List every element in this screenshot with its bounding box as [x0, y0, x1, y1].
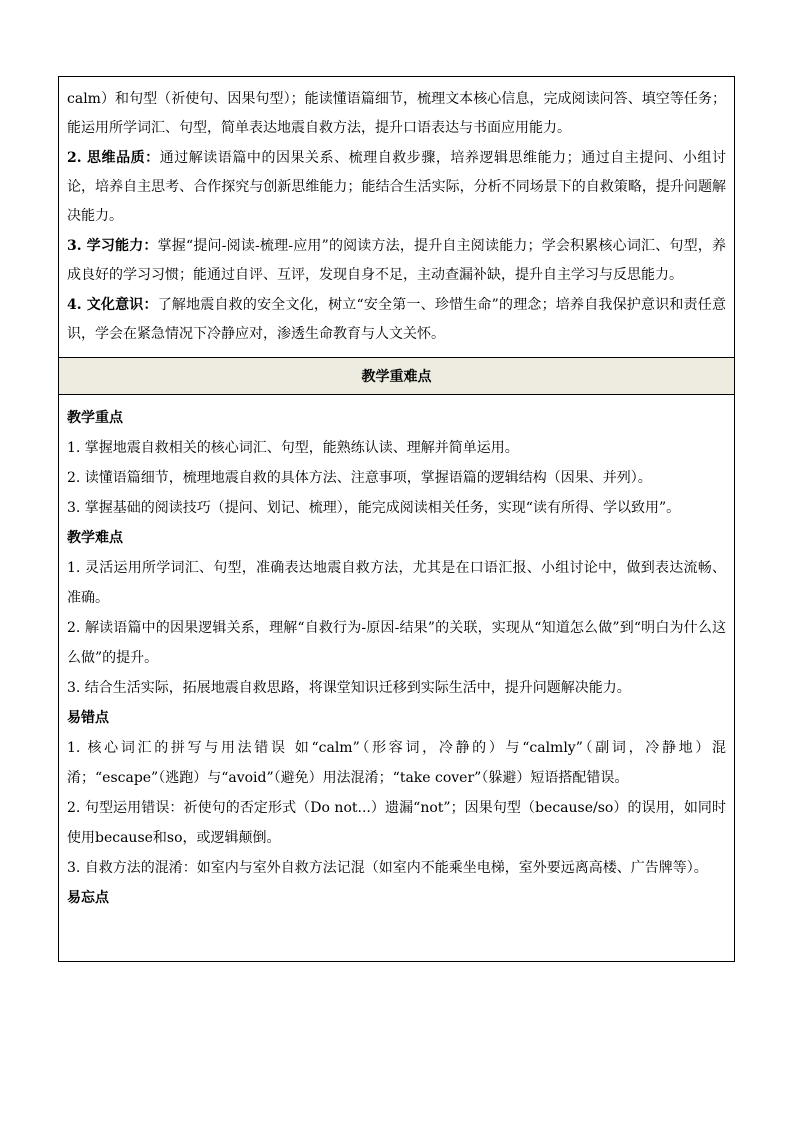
- objectives-continuation: calm）和句型（祈使句、因果句型）；能读懂语篇细节，梳理文本核心信息，完成阅读问答、填空等任务；能运用所学词汇、句型，简单表达地震自救方法，提升口语表达与书面应用能力。: [67, 91, 726, 136]
- key-difficult-cell: [59, 395, 734, 961]
- section-title: 教学重难点: [361, 369, 432, 385]
- key-point-item: 3. 掌握基础的阅读技巧（提问、划记、梳理），能完成阅读相关任务，实现“读有所得、学以致用”。: [67, 500, 681, 516]
- lesson-plan-table: [58, 76, 735, 962]
- difficult-points-title: 教学难点: [67, 530, 123, 546]
- error-point-item: 2. 句型运用错误：祈使句的否定形式（Do not...）遗漏“not”；因果句型（because/so）的误用，如同时使用because和so，或逻辑颠倒。: [67, 800, 726, 846]
- objective-culture-label: 4. 文化意识：: [67, 297, 158, 313]
- section-header: [59, 357, 734, 395]
- difficult-point-item: 2. 解读语篇中的因果逻辑关系，理解“自救行为-原因-结果”的关联，实现从“知道怎么做”到“明白为什么这么做”的提升。: [67, 620, 726, 666]
- error-points-title: 易错点: [67, 710, 109, 726]
- forget-points-title: 易忘点: [67, 890, 109, 906]
- error-point-item: 3. 自救方法的混淆：如室内与室外自救方法记混（如室内不能乘坐电梯，室外要远离高楼、广告牌等）。: [67, 860, 708, 876]
- difficult-point-item: 3. 结合生活实际，拓展地震自救思路，将课堂知识迁移到实际生活中，提升问题解决能力。: [67, 680, 631, 696]
- objective-learning: [67, 232, 726, 290]
- key-point-item: 2. 读懂语篇细节，梳理地震自救的具体方法、注意事项，掌握语篇的逻辑结构（因果、并列）。: [67, 470, 652, 486]
- key-point-item: 1. 掌握地震自救相关的核心词汇、句型，能熟练认读、理解并简单运用。: [67, 440, 519, 456]
- objective-culture-text: 了解地震自救的安全文化，树立“安全第一、珍惜生命”的理念；培养自我保护意识和责任意识，学会在紧急情况下冷静应对，渗透生命教育与人文关怀。: [67, 297, 726, 342]
- objective-learning-text: 掌握“提问-阅读-梳理-应用”的阅读方法，提升自主阅读能力；学会积累核心词汇、句型，养成良好的学习习惯；能通过自评、互评，发现自身不足，主动查漏补缺，提升自主学习与反思能力。: [67, 238, 726, 283]
- objectives-cell: [59, 77, 734, 357]
- objective-thinking: [67, 144, 726, 231]
- error-point-item: 1. 核心词汇的拼写与用法错误 如“calm”（形容词，冷静的）与“calmly”（副词，冷静地）混淆；“escape”（逃跑）与“avoid”（避免）用法混淆；“take cover”（躲避）短语搭配错误。: [67, 740, 726, 786]
- key-points-title: 教学重点: [67, 410, 123, 426]
- objective-culture: [67, 291, 726, 349]
- objective-thinking-text: 通过解读语篇中的因果关系、梳理自救步骤，培养逻辑思维能力；通过自主提问、小组讨论，培养自主思考、合作探究与创新思维能力；能结合生活实际，分析不同场景下的自救策略，提升问题解决能力。: [67, 150, 726, 224]
- objective-thinking-label: 2. 思维品质：: [67, 150, 160, 166]
- objective-learning-label: 3. 学习能力：: [67, 238, 158, 254]
- difficult-point-item: 1. 灵活运用所学词汇、句型，准确表达地震自救方法，尤其是在口语汇报、小组讨论中，做到表达流畅、准确。: [67, 560, 726, 606]
